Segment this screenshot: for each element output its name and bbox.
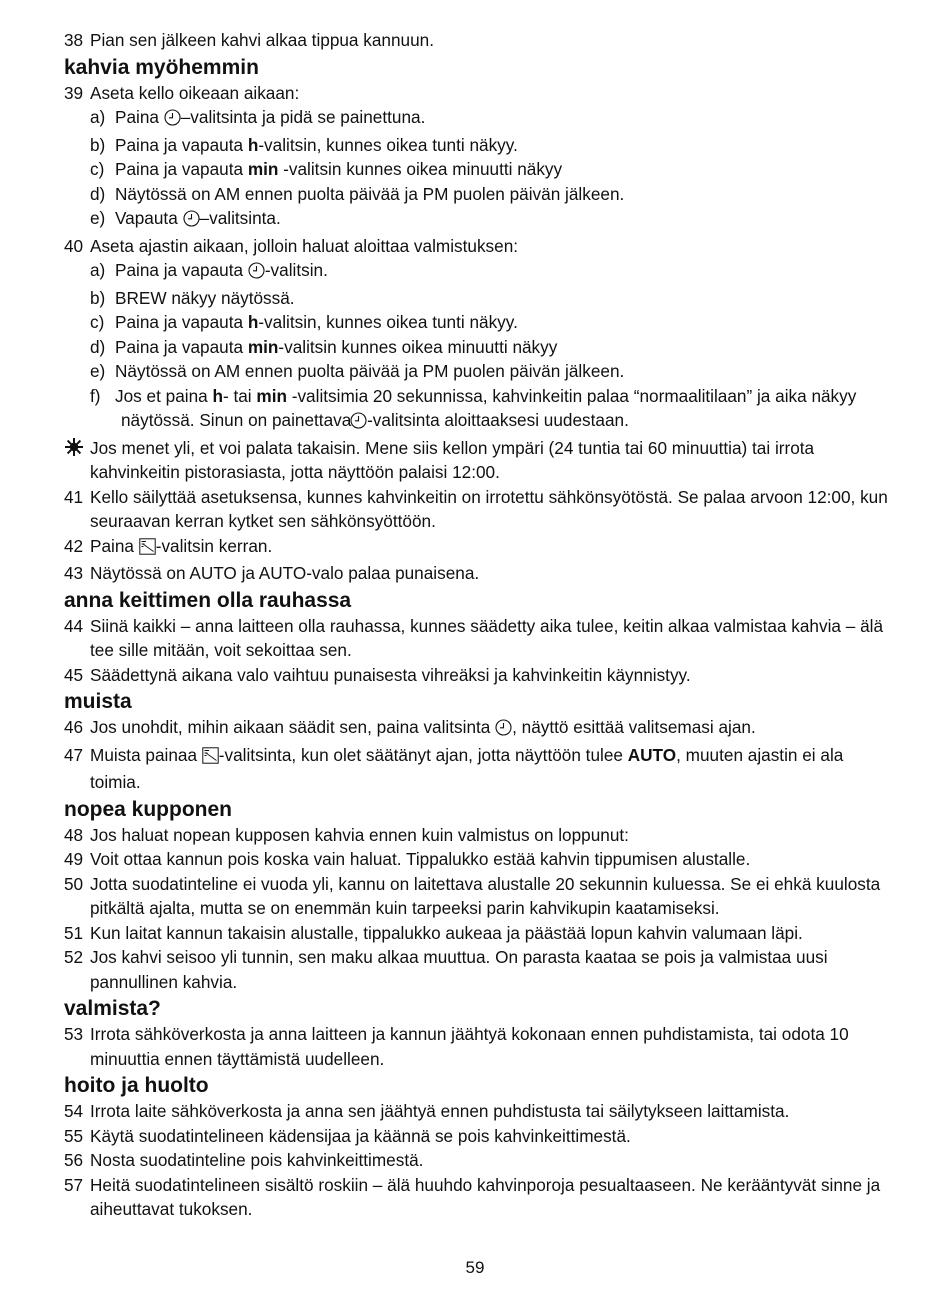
clock-icon xyxy=(164,108,181,133)
step-45: 45 Säädettynä aikana valo vaihtuu punaisesta vihreäksi ja kahvinkeitin käynnistyy. xyxy=(64,664,691,685)
substep-39c: c) Paina ja vapauta min -valitsin kunnes oikea minuutti näkyy xyxy=(90,159,563,179)
step-40: 40 Aseta ajastin aikaan, jolloin haluat aloittaa valmistuksen: xyxy=(64,235,519,256)
substep-40c: c) Paina ja vapauta h-valitsin, kunnes oikea tunti näkyy. xyxy=(90,312,518,332)
step-57: 57 Heitä suodatintelineen sisältö roskiin – älä huuhdo kahvinporoja pesualtaaseen. Ne kerääntyvät sinne ja aiheuttavat tukoksen. xyxy=(64,1174,881,1219)
step-39: 39 Aseta kello oikeaan aikaan: xyxy=(64,82,300,103)
clock-icon xyxy=(248,261,265,286)
substep-40e: e) Näytössä on AM ennen puolta päivää ja PM puolen päivän jälkeen. xyxy=(90,361,625,381)
document-page xyxy=(64,28,889,1222)
step-42: 42 Paina -valitsin kerran. xyxy=(64,534,889,562)
heading-remember: muista xyxy=(64,690,132,713)
substep-39a: a) Paina –valitsinta ja pidä se painettuna. xyxy=(64,105,889,133)
step-48: 48 Jos haluat nopean kupposen kahvia ennen kuin valmistus on loppunut: xyxy=(64,824,629,845)
step-44: 44 Siinä kaikki – anna laitteen olla rauhassa, kunnes säädetty aika tulee, keitin alkaa valmistaa kahvia – älä tee sille mitään, voit sekoittaa sen. xyxy=(64,615,884,660)
sun-tip-icon xyxy=(64,437,84,464)
heading-ready: valmista? xyxy=(64,997,161,1020)
step-56: 56 Nosta suodatinteline pois kahvinkeittimestä. xyxy=(64,1150,424,1170)
heading-later: kahvia myöhemmin xyxy=(64,55,259,79)
substep-39e: e) Vapauta –valitsinta. xyxy=(64,206,889,234)
step-47: 47 Muista painaa -valitsinta, kun olet säätänyt ajan, jotta näyttöön tulee AUTO, muuten ajastin ei ala toimia. xyxy=(64,744,844,792)
step-50: 50 Jotta suodatinteline ei vuoda yli, kannu on laitettava alustalle 20 sekunnin kuluessa. Se ei ehkä kuulosta pitkältä ajalta, mutta se on enemmän kuin tarpeeksi parin kahvikupin kaatamiseksi. xyxy=(64,873,881,918)
step-55: 55 Käytä suodatintelineen kädensijaa ja käännä se pois kahvinkeittimestä. xyxy=(64,1125,631,1146)
substep-39b: b) Paina ja vapauta h-valitsin, kunnes oikea tunti näkyy. xyxy=(90,134,518,155)
substep-40b: b) BREW näkyy näytössä. xyxy=(90,287,295,308)
step-54: 54 Irrota laite sähköverkosta ja anna sen jäähtyä ennen puhdistusta tai säilytykseen laittamista. xyxy=(64,1101,790,1121)
step-43: 43 Näytössä on AUTO ja AUTO-valo palaa punaisena. xyxy=(64,563,480,583)
step-51: 51 Kun laitat kannun takaisin alustalle, tippalukko aukeaa ja päästää lopun kahvin valumaan läpi. xyxy=(64,922,803,943)
substep-40d: d) Paina ja vapauta min-valitsin kunnes oikea minuutti näkyy xyxy=(90,336,558,357)
page-number: 59 xyxy=(465,1258,485,1277)
heading-rest: anna keittimen olla rauhassa xyxy=(64,588,352,612)
step-38: 38 Pian sen jälkeen kahvi alkaa tippua kannuun. xyxy=(64,30,434,50)
substep-40f: f) Jos et paina h- tai min -valitsimia 20 sekunnissa, kahvinkeitin palaa “normaalitilaan” ja aika näkyy näytössä. Sinun on painettava -valitsinta aloittaaksesi uudestaan. xyxy=(64,384,889,436)
auto-program-icon xyxy=(202,746,219,771)
tip-note: Jos menet yli, et voi palata takaisin. Mene siis kellon ympäri (24 tuntia tai 60 minuuttia) tai irrota kahvinkeitin pistorasiasta, jotta näyttöön palaisi 12:00. xyxy=(64,436,889,485)
clock-icon xyxy=(495,718,512,743)
substep-39d: d) Näytössä on AM ennen puolta päivää ja PM puolen päivän jälkeen. xyxy=(90,183,625,204)
step-53: 53 Irrota sähköverkosta ja anna laitteen ja kannun jäähtyä kokonaan ennen puhdistamista, tai odota 10 minuuttia ennen täyttämistä uudelleen. xyxy=(64,1024,849,1069)
step-49: 49 Voit ottaa kannun pois koska vain haluat. Tippalukko estää kahvin tippumisen alustalle. xyxy=(64,849,751,869)
clock-icon xyxy=(356,411,367,436)
auto-program-icon xyxy=(139,537,156,562)
substep-40a: a) Paina ja vapauta -valitsin. xyxy=(64,258,889,286)
heading-care: hoito ja huolto xyxy=(64,1074,209,1097)
step-52: 52 Jos kahvi seisoo yli tunnin, sen maku alkaa muuttua. On parasta kaataa se pois ja valmistaa uusi pannullinen kahvia. xyxy=(64,947,828,992)
heading-quick-cup: nopea kupponen xyxy=(64,797,232,821)
clock-icon xyxy=(183,209,200,234)
step-46: 46 Jos unohdit, mihin aikaan säädit sen, paina valitsinta , näyttö esittää valitsemasi ajan. xyxy=(64,715,889,743)
step-41: 41 Kello säilyttää asetuksensa, kunnes kahvinkeitin on irrotettu sähkönsyötöstä. Se palaa arvoon 12:00, kun seuraavan kerran kytket sen sähkönsyöttöön. xyxy=(64,486,888,531)
